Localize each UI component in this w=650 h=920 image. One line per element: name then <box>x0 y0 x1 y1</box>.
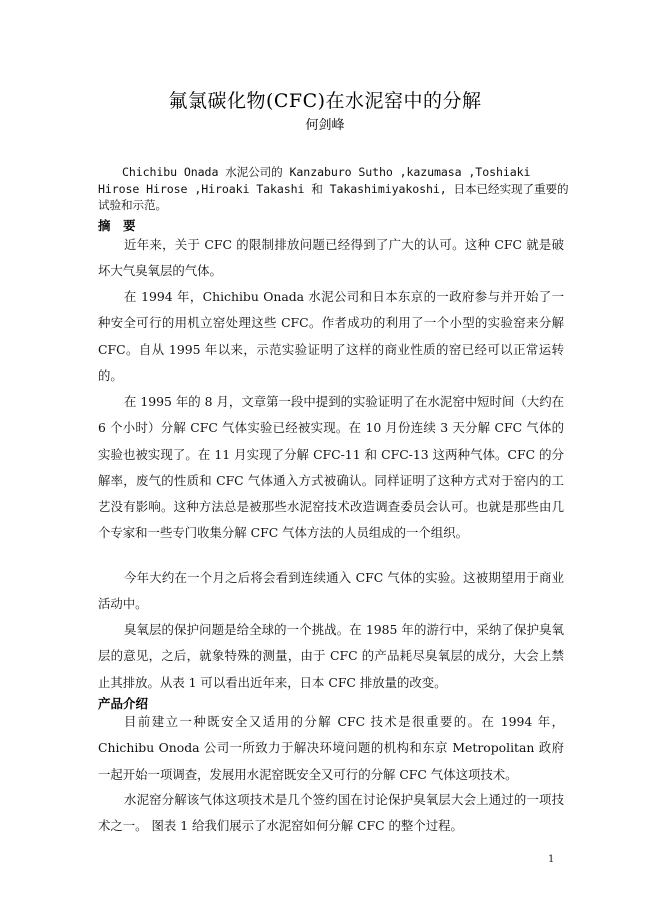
section-heading-abstract: 摘 要 <box>98 218 136 233</box>
abstract-paragraph-1: 近年来，关于 CFC 的限制排放问题已经得到了广大的认可。这种 CFC 就是破坏大气臭氧层的气体。 <box>98 237 564 279</box>
abstract-paragraph-3: 在 1995 年的 8 月，文章第一段中提到的实验证明了在水泥窑中短时间（大约在 6 个小时）分解 CFC 气体实验已经被实现。在 10 月份连续 3 天分解 CFC 气体的实验也被实现了。在 11 月实现了分解 CFC-11 和 CFC-13 这两种气体。CFC 的分解率，废气的性质和 CFC 气体通入方式被确认。同样证明了这种方式对于窑内的工艺没有影响。这种方法总是被那些水泥窑技术改造调查委员会认可。也就是那些由几个专家和一些专门收集分解 CFC 气体方法的人员组成的一个组织。 <box>98 394 564 541</box>
document-title: 氟氯碳化物(CFC)在水泥窑中的分解 <box>168 90 482 112</box>
abstract-paragraph-5: 臭氧层的保护问题是给全球的一个挑战。在 1985 年的游行中，采纳了保护臭氧层的意见，之后，就象特殊的测量，由于 CFC 的产品耗尽臭氧层的成分，大会上禁止其排放。从表 1 可以看出近年来，日本 CFC 排放量的改变。 <box>98 622 564 690</box>
abstract-paragraph-2: 在 1994 年，Chichibu Onada 水泥公司和日本东京的一政府参与并开始了一种安全可行的用机立窑处理这些 CFC。作者成功的利用了一个小型的实验窑来分解 CFC。自从 1995 年以来，示范实验证明了这样的商业性质的窑已经可以正常运转的。 <box>98 289 564 383</box>
abstract-paragraph-4: 今年大约在一个月之后将会看到连续通入 CFC 气体的实验。这被期望用于商业活动中。 <box>98 570 564 612</box>
page-number: 1 <box>548 854 555 865</box>
document-author: 何剑峰 <box>305 118 345 133</box>
product-paragraph-2: 水泥窑分解该气体这项技术是几个签约国在讨论保护臭氧层大会上通过的一项技术之一。 图表 1 给我们展示了水泥窑如何分解 CFC 的整个过程。 <box>98 792 564 834</box>
intro-paragraph: Chichibu Onada 水泥公司的 Kanzaburo Sutho ,kazumasa ,Toshiaki Hirose Hirose ,Hiroaki Takashi 和 Takashimiyakoshi, 日本已经实现了重要的试验和示范。 <box>98 165 569 212</box>
section-heading-product-intro: 产品介绍 <box>98 696 149 711</box>
product-paragraph-1: 目前建立一种既安全又适用的分解 CFC 技术是很重要的。在 1994 年，Chichibu Onoda 公司一所致力于解决环境问题的机构和东京 Metropolitan 政府一起开始一项调查，发展用水泥窑既安全又可行的分解 CFC 气体这项技术。 <box>98 714 564 782</box>
